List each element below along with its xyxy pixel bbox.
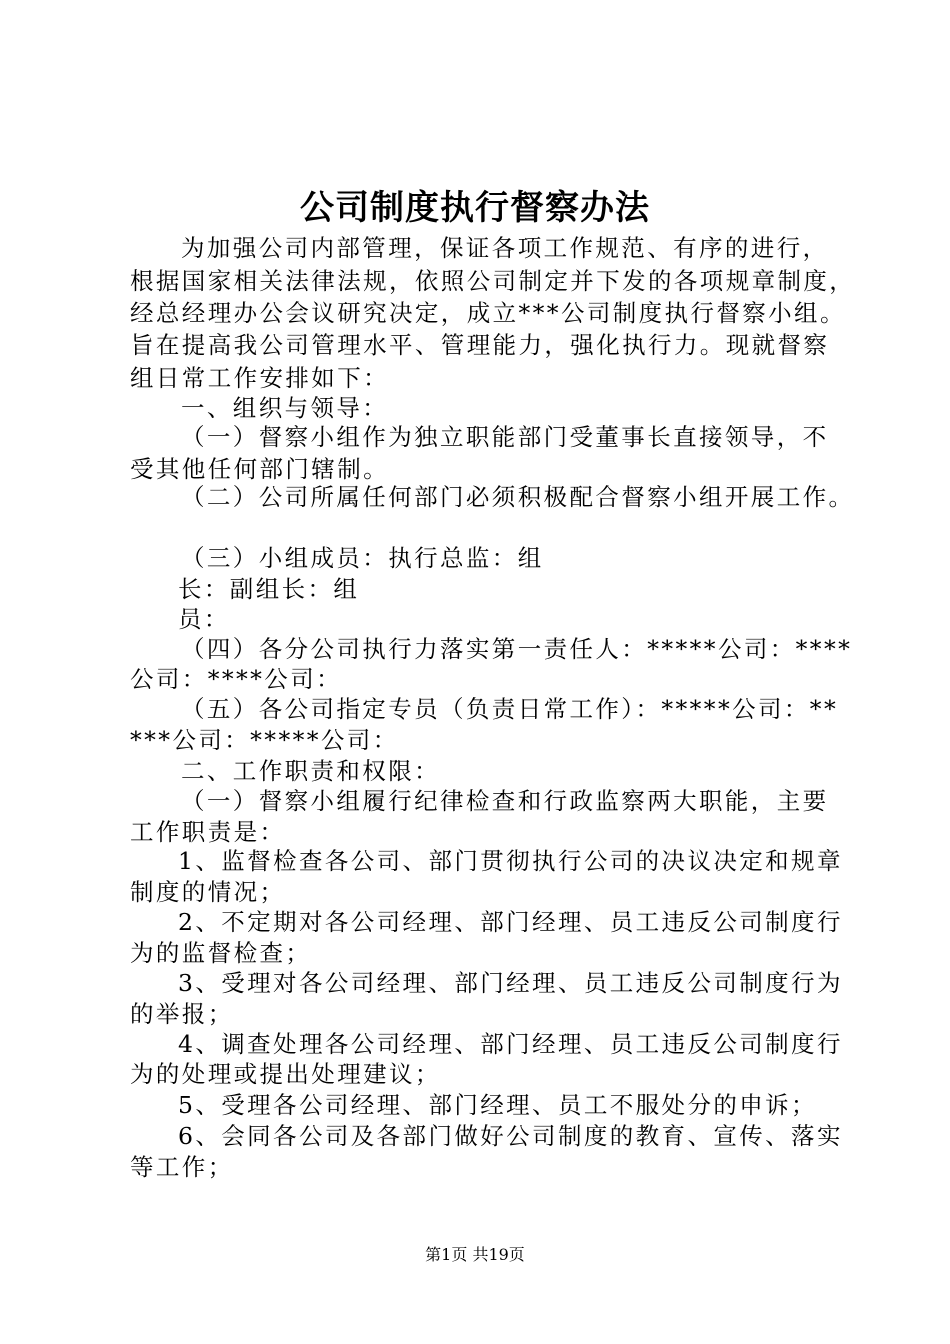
paragraph-line: （一）督察小组作为独立职能部门受董事长直接领导，不 [181,423,829,451]
paragraph-line: 的举报； [130,1000,234,1028]
paragraph-line: 员： [178,605,230,633]
paragraph-line: 经总经理办公会议研究决定，成立***公司制度执行督察小组。 [130,299,846,327]
paragraph-line: （二）公司所属任何部门必须积极配合督察小组开展工作。 [181,483,855,511]
paragraph-line: 公司：****公司： [130,665,342,693]
paragraph-line: 根据国家相关法律法规，依照公司制定并下发的各项规章制度， [130,267,856,295]
section-heading: 二、工作职责和权限： [181,757,440,785]
paragraph-line: （三）小组成员：执行总监：组 [181,544,544,572]
paragraph-line: 旨在提高我公司管理水平、管理能力，强化执行力。现就督察 [130,331,830,359]
paragraph-line: 工作职责是： [130,818,286,846]
paragraph-line: 为的监督检查； [130,939,312,967]
paragraph-line: 为的处理或提出处理建议； [130,1060,441,1088]
paragraph-line: 为加强公司内部管理，保证各项工作规范、有序的进行， [181,234,829,262]
list-item: 1、监督检查各公司、部门贯彻执行公司的决议决定和规章 [178,847,843,875]
paragraph-line: （一）督察小组履行纪律检查和行政监察两大职能，主要 [181,787,829,815]
list-item: 3、受理对各公司经理、部门经理、员工违反公司制度行为 [178,969,843,997]
list-item: 6、会同各公司及各部门做好公司制度的教育、宣传、落实 [178,1122,843,1150]
paragraph-line: 制度的情况； [130,878,286,906]
paragraph-line: （五）各公司指定专员（负责日常工作）：*****公司：** [181,695,839,723]
paragraph-line: ***公司：*****公司： [130,726,399,754]
paragraph-line: 长：副组长：组 [178,575,360,603]
page-number-footer: 第1页 共19页 [425,1245,525,1264]
paragraph-line: 等工作； [130,1153,234,1181]
list-item: 2、不定期对各公司经理、部门经理、员工违反公司制度行 [178,908,843,936]
list-item: 4、调查处理各公司经理、部门经理、员工违反公司制度行 [178,1030,843,1058]
paragraph-line: 受其他任何部门辖制。 [130,455,389,483]
paragraph-line: 组日常工作安排如下： [130,364,389,392]
paragraph-line: （四）各分公司执行力落实第一责任人：*****公司：**** [181,635,853,663]
document-title: 公司制度执行督察办法 [300,188,650,228]
list-item: 5、受理各公司经理、部门经理、员工不服处分的申诉； [178,1091,817,1119]
section-heading: 一、组织与领导： [181,394,389,422]
